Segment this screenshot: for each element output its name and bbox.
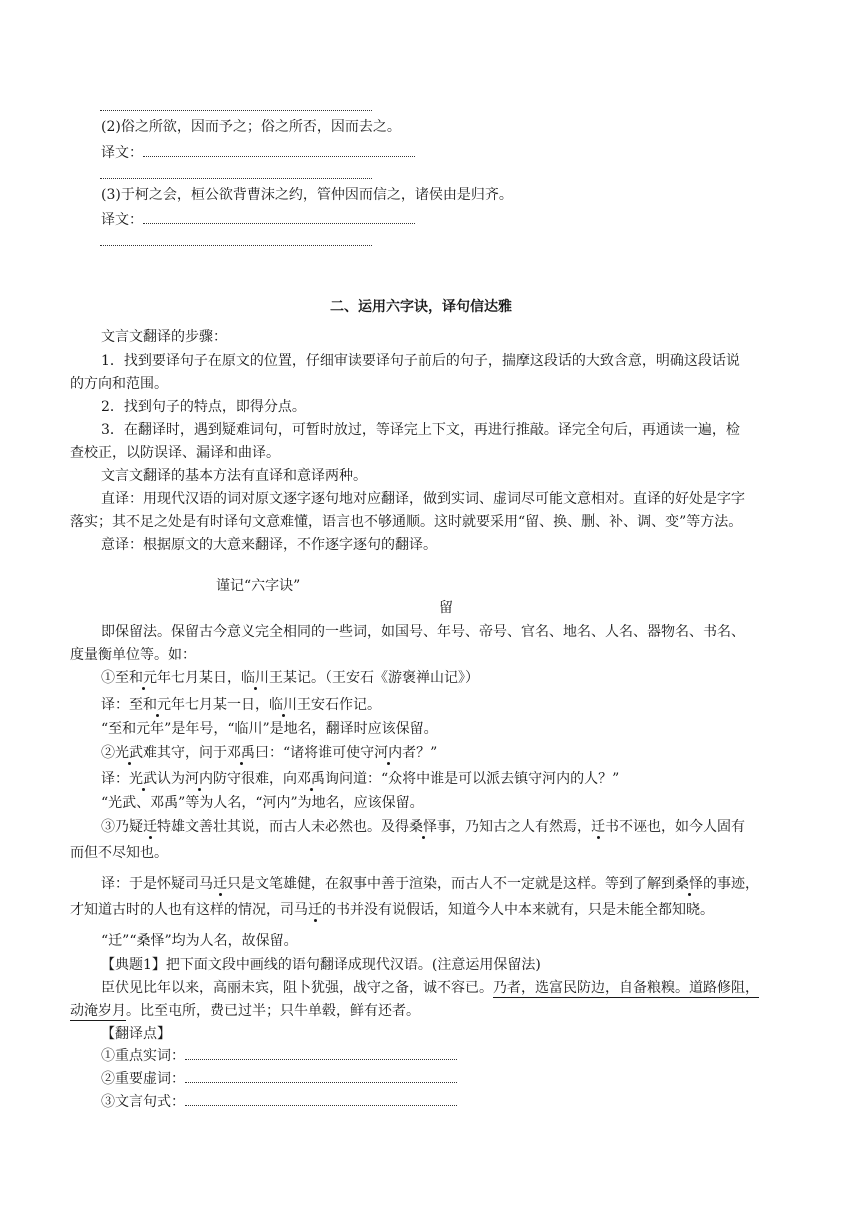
zhiyi: 直译：用现代汉语的词对原文逐字逐句地对应翻译，做到实词、虚词尽可能文意相对。直译的好处是字字 [101, 491, 745, 507]
example-2-translation: 译：光武认为河内防守很难，向邓禹询问道：“众将中谁是可以派去镇守河内的人？” [101, 771, 620, 787]
answer-line[interactable] [100, 245, 372, 246]
liu-heading: 谨记“六字诀” [216, 578, 301, 594]
dotted-word: 临川 [241, 670, 269, 686]
example-1-note: “至和元年”是年号，“临川”是地名，翻译时应该保留。 [101, 721, 438, 737]
dotted-word: 光武 [129, 771, 157, 787]
section-title: 二、运用六字诀，译句信达雅 [330, 299, 512, 315]
step-3: 3．在翻译时，遇到疑难词句，可暂时放过，等译完上下文，再进行推敲。译完全句后，再通读一遍，检 [101, 422, 740, 438]
answer-line[interactable] [185, 1093, 457, 1106]
translation-points-label: 【翻译点】 [101, 1026, 171, 1042]
translation-label: 译文： [101, 210, 415, 230]
dianti-text: 臣伏见比年以来，高丽未宾，阻卜犹强，战守之备，诚不容已。乃者，选富民防边，自备粮糗。道路修阻， [101, 980, 759, 996]
answer-line[interactable] [100, 110, 372, 111]
liu-intro-cont: 度量衡单位等。如： [70, 647, 196, 663]
dianti-instruction: 【典题1】把下面文段中画线的语句翻译成现代汉语。(注意运用保留法) [101, 957, 541, 973]
methods: 文言文翻译的基本方法有直译和意译两种。 [101, 468, 367, 484]
dotted-word: 河内 [185, 771, 213, 787]
yiyi: 意译：根据原文的大意来翻译，不作逐字逐句的翻译。 [101, 537, 437, 553]
step-1: 1．找到要译句子在原文的位置，仔细审读要译句子前后的句子，揣摩这段话的大致含意，明确这段话说 [101, 353, 740, 369]
example-2-source: ②光武难其守，问于邓禹曰：“诸将谁可使守河内者？” [101, 745, 438, 761]
example-3-source-cont: 而但不尽知也。 [70, 845, 168, 861]
answer-line[interactable] [143, 211, 415, 224]
step-3-cont: 查校正，以防误译、漏译和曲译。 [70, 445, 280, 461]
zhiyi-cont: 落实；其不足之处是有时译句文意难懂，语言也不够通顺。这时就要采用“留、换、删、补、调、变”等方法。 [70, 514, 743, 530]
point-shici: ①重点实词： [101, 1046, 457, 1066]
dotted-word: 临川 [269, 697, 297, 713]
dotted-word: 迁 [308, 902, 322, 918]
example-1-translation: 译：至和元年七月某一日，临川王安石作记。 [101, 697, 381, 713]
step-1-cont: 的方向和范围。 [70, 376, 168, 392]
steps-title: 文言文翻译的步骤： [101, 329, 227, 345]
point-jushi: ③文言句式： [101, 1092, 457, 1112]
dotted-word: 至和元年 [129, 697, 185, 713]
example-2-note: “光武、邓禹”等为人名，“河内”为地名，应该保留。 [101, 795, 424, 811]
dotted-word: 桑怿 [675, 876, 703, 892]
example-3-translation: 译：于是怀疑司马迁只是文笔雄健，在叙事中善于渲染，而古人不一定就是这样。等到了解到桑怿的事迹， [101, 876, 759, 892]
dotted-word: 迁 [143, 819, 157, 835]
dianti-text-cont: 动淹岁月。比至屯所，费已过半；只牛单毂，鲜有还者。 [70, 1003, 420, 1019]
translation-label: 译文： [101, 143, 415, 163]
dotted-word: 至和元年 [115, 670, 171, 686]
underlined-sentence: 动淹岁月 [70, 1003, 126, 1019]
dotted-word: 河内 [374, 745, 403, 761]
example-3-source: ③乃疑迁特雄文善壮其说，而古人未必然也。及得桑怿事，乃知古之人有然焉，迁书不诬也，如今人固有 [101, 819, 745, 835]
underlined-sentence: 乃者，选富民防边，自备粮糗。 [493, 980, 689, 996]
example-3-note: “迁”“桑怿”均为人名，故保留。 [101, 933, 298, 949]
dotted-word: 迁 [591, 819, 605, 835]
dotted-word: 邓禹 [227, 745, 255, 761]
liu-subheading: 留 [439, 600, 453, 616]
answer-line[interactable] [185, 1047, 457, 1060]
dotted-word: 邓禹 [297, 771, 325, 787]
question-3: (3)于柯之会，桓公欲背曹沫之约，管仲因而信之，诸侯由是归齐。 [101, 187, 513, 203]
example-3-translation-cont: 才知道古时的人也有这样的情况，司马迁的书并没有说假话，知道今人中本来就有，只是未能全都知晓。 [70, 902, 714, 918]
dotted-word: 桑怿 [409, 819, 437, 835]
answer-line[interactable] [185, 1070, 457, 1083]
dotted-word: 迁 [213, 876, 227, 892]
liu-intro: 即保留法。保留古今意义完全相同的一些词，如国号、年号、帝号、官名、地名、人名、器物名、书名、 [101, 624, 745, 640]
step-2: 2．找到句子的特点，即得分点。 [101, 399, 306, 415]
dotted-word: 光武 [115, 745, 143, 761]
point-xuci: ②重要虚词： [101, 1069, 457, 1089]
answer-line[interactable] [100, 178, 372, 179]
dianti-label: 【典题1】 [101, 957, 166, 973]
underlined-sentence: 道路修阻， [689, 980, 759, 996]
question-2: (2)俗之所欲，因而予之；俗之所否，因而去之。 [101, 119, 401, 135]
example-1-source: ①至和元年七月某日，临川王某记。（王安石《游褒禅山记》） [101, 670, 479, 686]
answer-line[interactable] [143, 144, 415, 157]
